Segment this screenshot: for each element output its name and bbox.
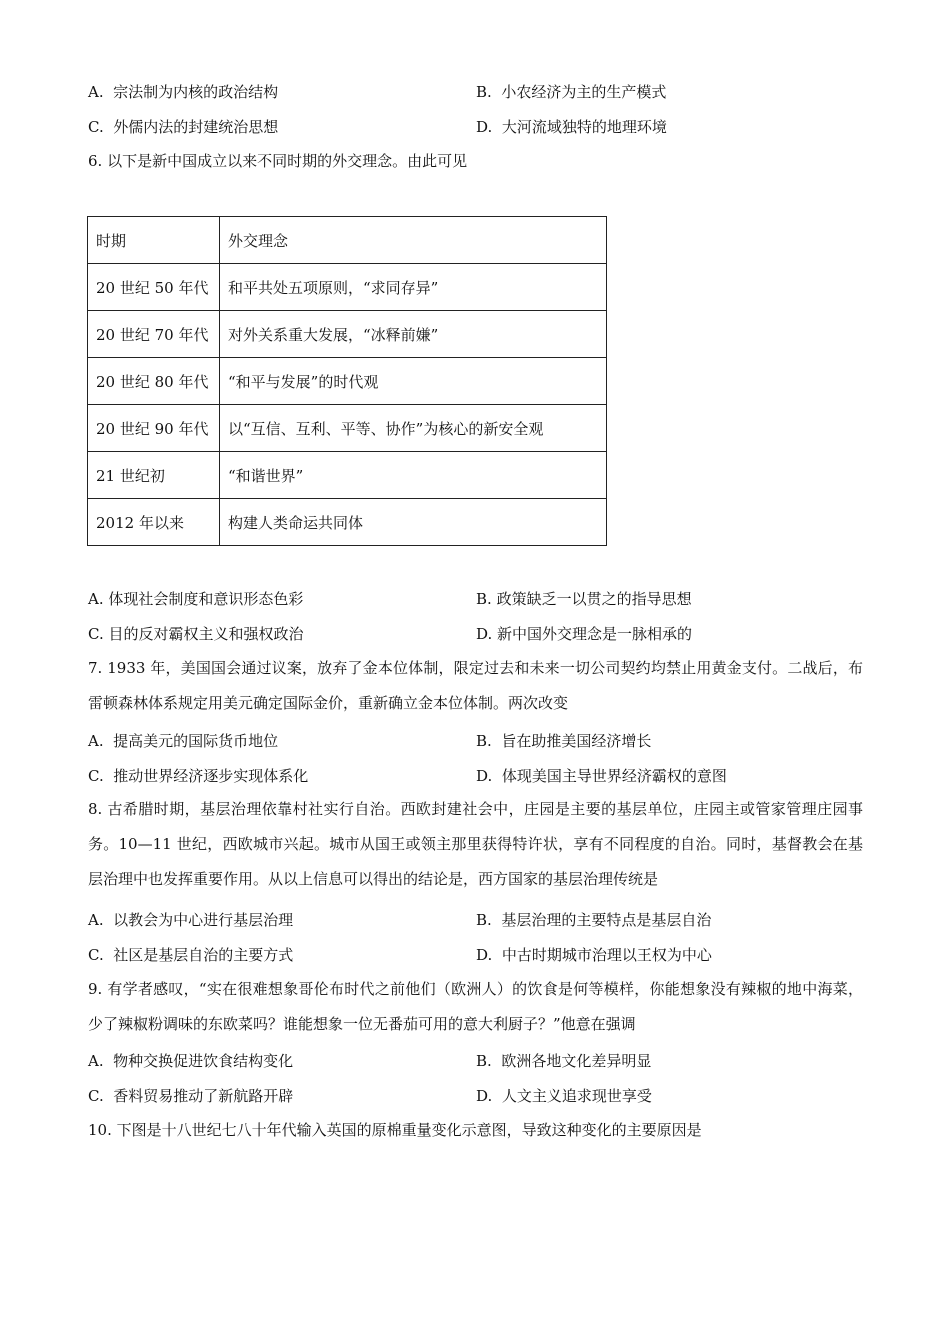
- q5-option-b: B. 小农经济为主的生产模式: [476, 83, 667, 101]
- table-row: [88, 499, 607, 546]
- q9-option-b: B. 欧洲各地文化差异明显: [476, 1052, 652, 1070]
- table-cell-idea: 对外关系重大发展，“冰释前嫌”: [220, 311, 607, 358]
- q6-option-d: D. 新中国外交理念是一脉相承的: [476, 625, 693, 643]
- table-cell-idea: 构建人类命运共同体: [220, 499, 607, 546]
- table-cell-idea: 和平共处五项原则，“求同存异”: [220, 264, 607, 311]
- table-cell-period: 2012 年以来: [88, 499, 220, 546]
- q9-option-c: C. 香料贸易推动了新航路开辟: [88, 1087, 294, 1105]
- table-row: [88, 264, 607, 311]
- q6-option-a: A. 体现社会制度和意识形态色彩: [88, 590, 304, 608]
- q7-option-a: A. 提高美元的国际货币地位: [88, 732, 279, 750]
- q8-option-d: D. 中古时期城市治理以王权为中心: [476, 946, 712, 964]
- table-cell-idea: 以“互信、互利、平等、协作”为核心的新安全观: [220, 405, 607, 452]
- q7-stem: 7. 1933 年，美国国会通过议案，放弃了金本位体制，限定过去和未来一切公司契约均禁止用黄金支付。二战后，布雷顿森林体系规定用美元确定国际金价，重新确立金本位体制。两次改变: [88, 659, 863, 712]
- q8-option-c: C. 社区是基层自治的主要方式: [88, 946, 294, 964]
- q9-option-d: D. 人文主义追求现世享受: [476, 1087, 652, 1105]
- q7-option-d: D. 体现美国主导世界经济霸权的意图: [476, 767, 727, 785]
- table-row: [88, 405, 607, 452]
- table-cell-idea: “和谐世界”: [220, 452, 607, 499]
- q6-option-b: B. 政策缺乏一以贯之的指导思想: [476, 590, 692, 608]
- q10-stem: 10. 下图是十八世纪七八十年代输入英国的原棉重量变化示意图，导致这种变化的主要原因是: [88, 1121, 702, 1139]
- q8-stem: 8. 古希腊时期，基层治理依靠村社实行自治。西欧封建社会中，庄园是主要的基层单位，庄园主或管家管理庄园事务。10—11 世纪，西欧城市兴起。城市从国王或领主那里获得特许状，享有不同程度的自治。同时，基督教会在基层治理中也发挥重要作用。从以上信息可以得出的结论是，西方国家的基层治理传统是: [88, 800, 863, 888]
- q8-option-b: B. 基层治理的主要特点是基层自治: [476, 911, 712, 929]
- table-row: [88, 358, 607, 405]
- q9-option-a: A. 物种交换促进饮食结构变化: [88, 1052, 294, 1070]
- table-cell-period: 20 世纪 50 年代: [88, 264, 220, 311]
- table-cell-idea: “和平与发展”的时代观: [220, 358, 607, 405]
- q5-option-a: A. 宗法制为内核的政治结构: [88, 83, 279, 101]
- q6-stem: 6. 以下是新中国成立以来不同时期的外交理念。由此可见: [88, 152, 468, 170]
- q7-option-b: B. 旨在助推美国经济增长: [476, 732, 652, 750]
- q5-option-d: D. 大河流域独特的地理环境: [476, 118, 667, 136]
- q6-option-c: C. 目的反对霸权主义和强权政治: [88, 625, 304, 643]
- table-row: [88, 311, 607, 358]
- table-row: [88, 452, 607, 499]
- table-cell-period: 20 世纪 80 年代: [88, 358, 220, 405]
- diplomacy-table: [87, 216, 607, 546]
- table-cell-period: 20 世纪 90 年代: [88, 405, 220, 452]
- table-cell-period: 20 世纪 70 年代: [88, 311, 220, 358]
- q9-stem: 9. 有学者感叹，“实在很难想象哥伦布时代之前他们（欧洲人）的饮食是何等模样，你能想象没有辣椒的地中海菜，少了辣椒粉调味的东欧菜吗？谁能想象一位无番茄可用的意大利厨子？”他意在强调: [88, 980, 863, 1033]
- q8-option-a: A. 以教会为中心进行基层治理: [88, 911, 294, 929]
- table-header-period: 时期: [88, 217, 220, 264]
- table-header-idea: 外交理念: [220, 217, 607, 264]
- table-cell-period: 21 世纪初: [88, 452, 220, 499]
- table-header-row: [88, 217, 607, 264]
- q7-option-c: C. 推动世界经济逐步实现体系化: [88, 767, 309, 785]
- q5-option-c: C. 外儒内法的封建统治思想: [88, 118, 279, 136]
